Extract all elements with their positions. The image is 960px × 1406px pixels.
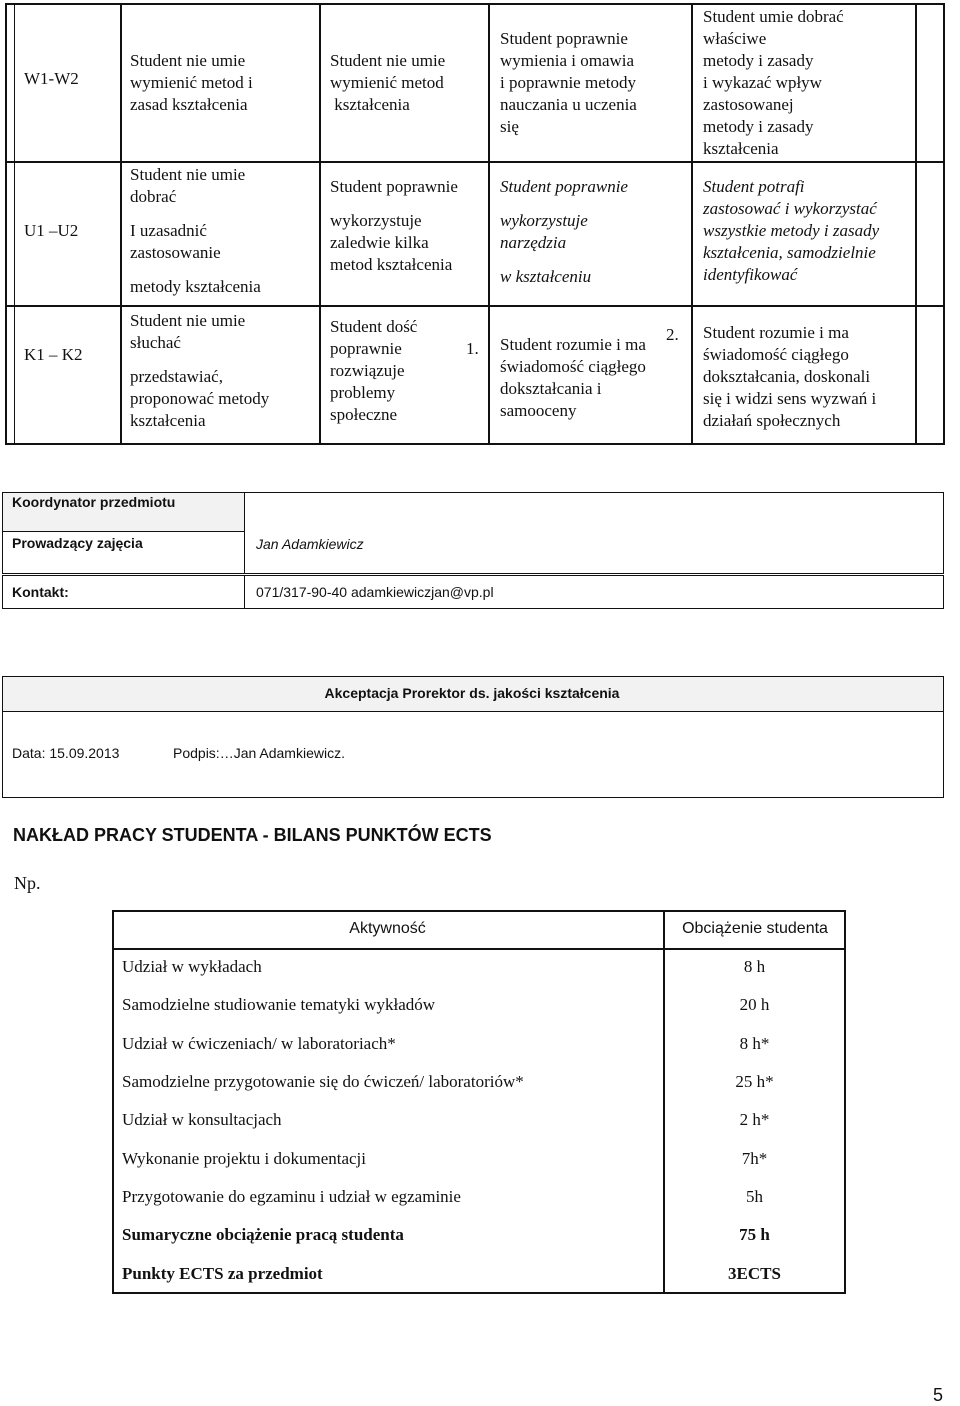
col-load-header: Obciążenie studenta <box>682 920 828 937</box>
load-cell: 8 h* <box>739 1034 770 1053</box>
acceptance-signature: Podpis:…Jan Adamkiewicz. <box>173 745 345 761</box>
table-row <box>112 950 845 988</box>
activity-cell: Samodzielne studiowanie tematyki wykładów <box>122 995 436 1014</box>
criteria-cell: Student nie umie wymienić metod kształcenia <box>330 51 446 114</box>
table-row <box>112 1065 845 1103</box>
ects-label: Punkty ECTS za przedmiot <box>122 1264 323 1283</box>
ects-value: 3ECTS <box>728 1264 781 1283</box>
criteria-cell: Student potrafi zastosować i wykorzystać wszystkie metody i zasady kształcenia, samodzielnie identyfikować <box>703 177 880 284</box>
activity-cell: Przygotowanie do egzaminu i udział w egzaminie <box>122 1187 461 1206</box>
activity-cell: Udział w wykładach <box>122 957 262 976</box>
table-row <box>112 988 845 1026</box>
load-cell: 25 h* <box>735 1072 774 1091</box>
criteria-cell: Student dość poprawnie rozwiązuje problemy społeczne <box>330 317 418 424</box>
load-cell: 2 h* <box>739 1110 770 1129</box>
criteria-cell: Student nie umie wymienić metod i zasad kształcenia <box>130 51 253 114</box>
criteria-cell: Student nie umie słuchać przedstawiać, proponować metody kształcenia <box>130 311 270 430</box>
load-cell: 7h* <box>741 1149 768 1168</box>
contact-label: Kontakt: <box>12 584 69 600</box>
criteria-cell: Student poprawnie wykorzystuje zaledwie kilka metod kształcenia <box>330 177 458 274</box>
page-number: 5 <box>933 1385 944 1405</box>
contact-value: 071/317-90-40 adamkiewiczjan@vp.pl <box>256 584 494 600</box>
row-code-w: W1-W2 <box>24 69 79 88</box>
table-row <box>112 1103 845 1141</box>
total-label: Sumaryczne obciążenie pracą studenta <box>122 1225 404 1244</box>
list-number: 2. <box>666 325 679 344</box>
activity-cell: Samodzielne przygotowanie się do ćwiczeń/ laboratoriów* <box>122 1072 524 1091</box>
ects-row <box>112 1257 845 1295</box>
criteria-cell: Student poprawnie wykorzystuje narzędzia w kształceniu <box>500 177 628 286</box>
criteria-cell: Student poprawnie wymienia i omawia i poprawnie metody nauczania u uczenia się <box>500 29 637 136</box>
acceptance-title: Akceptacja Prorektor ds. jakości kształcenia <box>324 685 620 701</box>
row-code-k: K1 – K2 <box>24 345 83 364</box>
activity-cell: Wykonanie projektu i dokumentacji <box>122 1149 366 1168</box>
total-row <box>112 1218 845 1256</box>
table-row <box>112 1027 845 1065</box>
table-row <box>112 1180 845 1218</box>
activity-cell: Udział w konsultacjach <box>122 1110 282 1129</box>
load-cell: 8 h <box>743 957 766 976</box>
list-number: 1. <box>466 339 479 358</box>
acceptance-body-cell <box>2 711 944 798</box>
coordinator-label: Koordynator przedmiotu <box>12 494 176 510</box>
criteria-cell: Student nie umie dobrać I uzasadnić zastosowanie metody kształcenia <box>130 165 261 296</box>
row-code-u: U1 –U2 <box>24 221 79 240</box>
activity-cell: Udział w ćwiczeniach/ w laboratoriach* <box>122 1034 396 1053</box>
col-activity-header: Aktywność <box>349 920 426 937</box>
coordinator-value-cell <box>244 492 944 574</box>
acceptance-date: Data: 15.09.2013 <box>12 745 120 761</box>
table-row <box>112 1142 845 1180</box>
load-cell: 5h <box>746 1187 763 1206</box>
criteria-cell: Student rozumie i ma świadomość ciągłego dokształcania i samooceny <box>500 335 646 420</box>
lecturer-value: Jan Adamkiewicz <box>256 536 364 552</box>
criteria-cell: Student umie dobrać właściwe metody i zasady i wykazać wpływ zastosowanej metody i zasady kształcenia <box>703 7 844 158</box>
np-label: Np. <box>14 873 41 893</box>
load-cell: 20 h <box>739 995 770 1014</box>
workload-heading: NAKŁAD PRACY STUDENTA - BILANS PUNKTÓW ECTS <box>13 825 492 845</box>
lecturer-label: Prowadzący zajęcia <box>12 535 143 551</box>
criteria-cell: Student rozumie i ma świadomość ciągłego dokształcania, doskonali się i widzi sens wyzwań i działań społecznych <box>703 323 877 430</box>
total-value: 75 h <box>739 1225 770 1244</box>
